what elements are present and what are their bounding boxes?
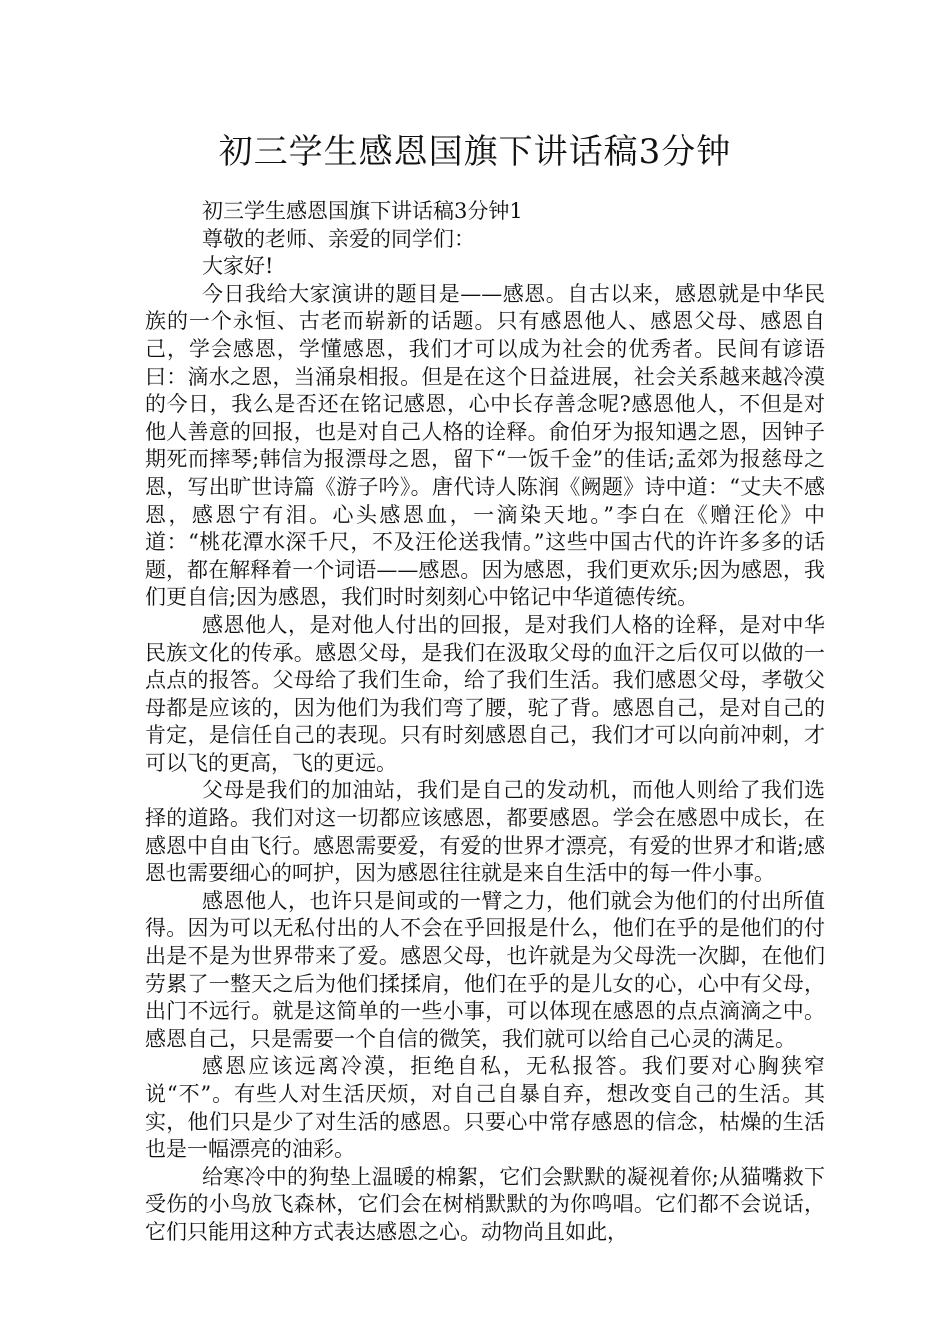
paragraph: 给寒冷中的狗垫上温暖的棉絮，它们会默默的凝视着你;从猫嘴救下受伤的小鸟放飞森林，它们会在树梢默默的为你鸣唱。它们都不会说话，它们只能用这种方式表达感恩之心。动物尚且如此， (145, 1164, 825, 1244)
paragraph: 感恩应该远离冷漠，拒绝自私，无私报答。我们要对心胸狭窄说“不”。有些人对生活厌烦，对自己自暴自弃，想改变自己的生活。其实，他们只是少了对生活的感恩。只要心中常存感恩的信念，枯燥的生活也是一幅漂亮的油彩。 (145, 1054, 825, 1162)
paragraph: 今日我给大家演讲的题目是——感恩。自古以来，感恩就是中华民族的一个永恒、古老而崭新的话题。只有感恩他人、感恩父母、感恩自己，学会感恩，学懂感恩，我们才可以成为社会的优秀者。民间有谚语曰：滴水之恩，当涌泉相报。但是在这个日益进展，社会关系越来越冷漠的今日，我么是否还在铭记感恩，心中长存善念呢?感恩他人，不但是对他人善意的回报，也是对自己人格的诠释。俞伯牙为报知遇之恩，因钟子期死而摔琴;韩信为报漂母之恩，留下“一饭千金”的佳话;孟郊为报慈母之恩，写出旷世诗篇《游子吟》。唐代诗人陈润《阙题》诗中道：“丈夫不感恩，感恩宁有泪。心头感恩血，一滴染天地。”李白在《赠汪伦》中道：“桃花潭水深千尺，不及汪伦送我情。”这些中国古代的许许多多的话题，都在解释着一个词语——感恩。因为感恩，我们更欢乐;因为感恩，我们更自信;因为感恩，我们时时刻刻心中铭记中华道德传统。 (145, 281, 825, 610)
paragraph: 感恩他人，是对他人付出的回报，是对我们人格的诠释，是对中华民族文化的传承。感恩父母，是我们在汲取父母的血汗之后仅可以做的一点点的报答。父母给了我们生命，给了我们生活。我们感恩父母，孝敬父母都是应该的，因为他们为我们弯了腰，驼了背。感恩自己，是对自己的肯定，是信任自己的表现。只有时刻感恩自己，我们才可以向前冲刺，才可以飞的更高，飞的更远。 (145, 612, 825, 775)
salutation: 尊敬的老师、亲爱的同学们： (202, 226, 475, 251)
greeting: 大家好! (202, 254, 274, 279)
document-title: 初三学生感恩国旗下讲话稿3分钟 (218, 132, 732, 172)
paragraph: 父母是我们的加油站，我们是自己的发动机，而他人则给了我们选择的道路。我们对这一切都应该感恩，都要感恩。学会在感恩中成长，在感恩中自由飞行。感恩需要爱，有爱的世界才漂亮，有爱的世界才和谐;感恩也需要细心的呵护，因为感恩往往就是来自生活中的每一件小事。 (145, 778, 825, 886)
document-subtitle: 初三学生感恩国旗下讲话稿3分钟1 (202, 199, 523, 223)
document-body (145, 198, 825, 1247)
paragraph: 感恩他人，也许只是间或的一臂之力，他们就会为他们的付出所值得。因为可以无私付出的人不会在乎回报是什么，他们在乎的是他们的付出是不是为世界带来了爱。感恩父母，也许就是为父母洗一次脚，在他们劳累了一整天之后为他们揉揉肩，他们在乎的是儿女的心，心中有父母，出门不远行。就是这简单的一些小事，可以体现在感恩的点点滴滴之中。感恩自己，只是需要一个自信的微笑，我们就可以给自己心灵的满足。 (145, 888, 825, 1051)
